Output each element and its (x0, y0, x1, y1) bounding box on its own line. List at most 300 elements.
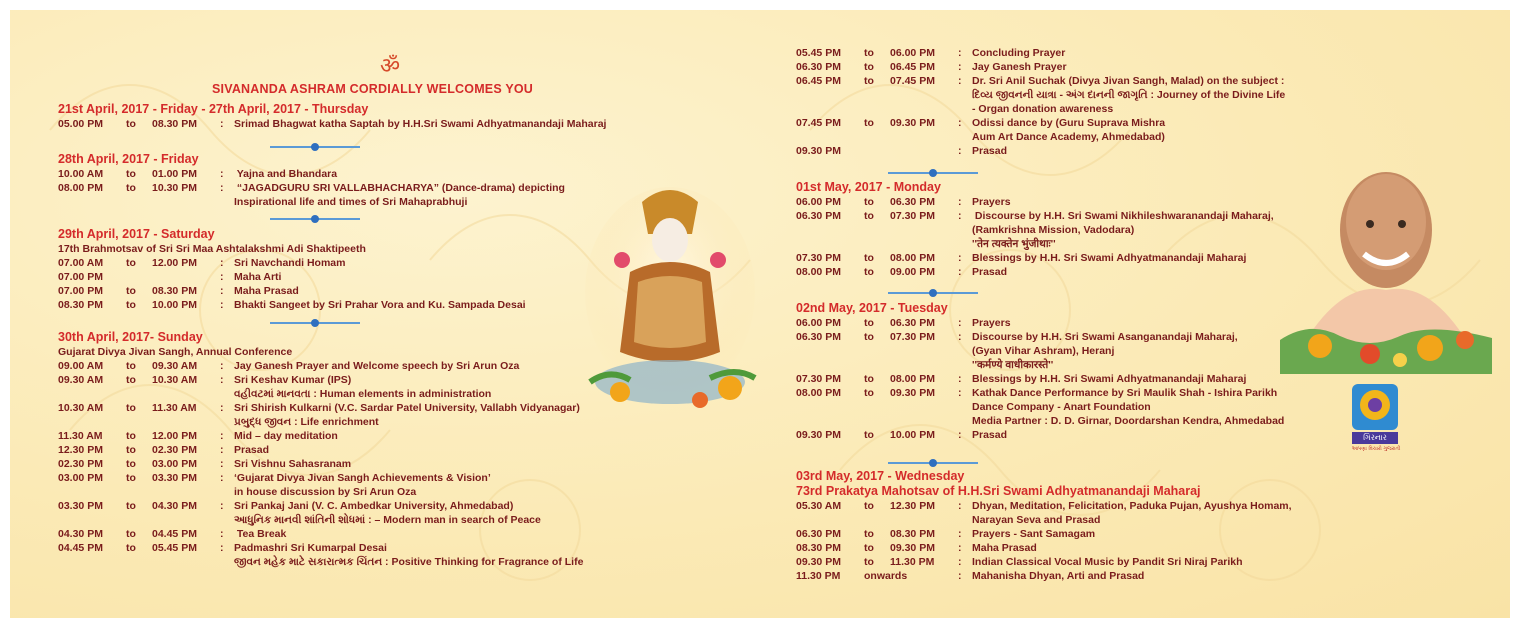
schedule-row (796, 527, 1292, 541)
start-time: 06.30 PM (796, 210, 841, 222)
schedule-row (58, 117, 606, 131)
section-date: 21st April, 2017 - Friday - 27th April, 2017 - Thursday (58, 102, 369, 116)
to-label: to (126, 430, 136, 442)
to-label: to (864, 252, 874, 264)
start-time: 06.30 PM (796, 331, 841, 343)
schedule-row (796, 555, 1292, 569)
to-label: to (864, 117, 874, 129)
event-description: Narayan Seva and Prasad (972, 514, 1101, 526)
end-time: 03.00 PM (152, 458, 197, 470)
start-time: 07.30 PM (796, 373, 841, 385)
section-date: 28th April, 2017 - Friday (58, 152, 199, 166)
event-description: Prasad (972, 266, 1008, 278)
start-time: 05.45 PM (796, 47, 841, 59)
section-21-apr (58, 102, 606, 131)
start-time: 09.30 PM (796, 556, 841, 568)
swami-portrait (1280, 150, 1492, 374)
start-time (796, 400, 864, 414)
event-description: Media Partner : D. D. Girnar, Doordarshan Kendra, Ahmedabad (972, 415, 1285, 427)
schedule-row (58, 359, 583, 373)
start-time: 04.30 PM (58, 528, 103, 540)
start-time: 07.00 PM (58, 271, 103, 283)
start-time (58, 513, 126, 527)
end-time: 09.00 PM (890, 266, 935, 278)
colon-separator: : (958, 210, 962, 222)
start-time: 11.30 AM (58, 430, 103, 442)
event-description: Sri Navchandi Homam (234, 257, 346, 269)
start-time: 06.00 PM (796, 317, 841, 329)
schedule-row (796, 251, 1274, 265)
to-label (864, 144, 890, 158)
start-time: 05.30 AM (796, 500, 842, 512)
end-time (152, 270, 220, 284)
schedule-row (58, 387, 583, 401)
to-label: to (864, 47, 874, 59)
colon-separator (958, 223, 972, 237)
colon-separator (958, 414, 972, 428)
section-subtitle: 73rd Prakatya Mahotsav of H.H.Sri Swami Adhyatmanandaji Maharaj (796, 484, 1201, 498)
schedule-row (58, 195, 565, 209)
start-time (796, 102, 864, 116)
colon-separator (220, 513, 234, 527)
event-description: - Organ donation awareness (972, 103, 1114, 115)
schedule-row (58, 513, 583, 527)
to-label (864, 130, 890, 144)
colon-separator: : (958, 61, 962, 73)
end-time (890, 88, 958, 102)
start-time: 06.30 PM (796, 61, 841, 73)
to-label: to (126, 458, 136, 470)
schedule-row (58, 270, 526, 284)
schedule-row (796, 60, 1285, 74)
section-30-apr-cont (796, 46, 1285, 158)
to-label (864, 102, 890, 116)
end-time: 09.30 PM (890, 117, 935, 129)
schedule-row (58, 471, 583, 485)
end-time: 04.30 PM (152, 500, 197, 512)
event-description: Sri Pankaj Jani (V. C. Ambedkar University, Ahmedabad) (234, 500, 514, 512)
schedule-rows (58, 359, 583, 569)
event-description: Sri Keshav Kumar (IPS) (234, 374, 352, 386)
schedule-rows (58, 256, 526, 312)
section-date: 29th April, 2017 - Saturday (58, 227, 215, 241)
schedule-rows (58, 117, 606, 131)
colon-separator: : (958, 331, 962, 343)
colon-separator: : (220, 118, 224, 130)
event-description: Prasad (972, 429, 1008, 441)
colon-separator: : (958, 556, 962, 568)
section-subtitle: Gujarat Divya Jivan Sangh, Annual Conference (58, 346, 293, 358)
end-time: 01.00 PM (152, 168, 197, 180)
divider (888, 458, 978, 468)
to-label: to (864, 500, 874, 512)
event-description: (Gyan Vihar Ashram), Heranj (972, 345, 1115, 357)
end-time: 08.00 PM (890, 373, 935, 385)
start-time: 02.30 PM (58, 458, 103, 470)
section-date: 30th April, 2017- Sunday (58, 330, 203, 344)
event-description: “JAGADGURU SRI VALLABHACHARYA” (Dance-drama) depicting (234, 182, 565, 194)
to-label: to (126, 402, 136, 414)
event-description: Odissi dance by (Guru Suprava Mishra (972, 117, 1166, 129)
event-description: Dr. Sri Anil Suchak (Divya Jivan Sangh, Malad) on the subject : (972, 75, 1285, 87)
end-time (152, 513, 220, 527)
schedule-row (58, 485, 583, 499)
section-29-apr (58, 227, 526, 312)
divider (270, 142, 360, 152)
divider (270, 214, 360, 224)
schedule-row (796, 499, 1292, 513)
to-label: to (864, 373, 874, 385)
to-label (126, 195, 152, 209)
end-time: 08.30 PM (890, 528, 935, 540)
to-label: to (864, 75, 874, 87)
logo-tagline: આપણા વિચારો ગુજરાતી (1351, 446, 1401, 452)
event-description: Srimad Bhagwat katha Saptah by H.H.Sri Swami Adhyatmanandaji Maharaj (234, 118, 607, 130)
to-label: to (864, 556, 874, 568)
colon-separator (220, 555, 234, 569)
colon-separator: : (958, 196, 962, 208)
schedule-row (796, 414, 1284, 428)
schedule-rows (796, 316, 1284, 442)
end-time: 07.45 PM (890, 75, 935, 87)
schedule-row (796, 88, 1285, 102)
event-description: (Ramkrishna Mission, Vadodara) (972, 224, 1135, 236)
schedule-row (58, 457, 583, 471)
colon-separator: : (220, 271, 224, 283)
to-label: to (864, 429, 874, 441)
om-symbol: ॐ (380, 54, 401, 79)
section-03-may (796, 469, 1292, 583)
event-description: Maha Arti (234, 271, 282, 283)
colon-separator: : (958, 542, 962, 554)
to-label: to (126, 528, 136, 540)
end-time: 08.30 PM (152, 118, 197, 130)
event-description: Prasad (972, 145, 1008, 157)
start-time: 06.00 PM (796, 196, 841, 208)
end-time (152, 195, 220, 209)
end-time: 07.30 PM (890, 210, 935, 222)
divider (888, 168, 978, 178)
colon-separator (958, 344, 972, 358)
end-time: 06.30 PM (890, 196, 935, 208)
event-description: Indian Classical Vocal Music by Pandit Sri Niraj Parikh (972, 556, 1243, 568)
start-time: 06.30 PM (796, 528, 841, 540)
colon-separator: : (958, 528, 962, 540)
start-time (796, 237, 864, 251)
schedule-row (796, 541, 1292, 555)
end-time (890, 144, 958, 158)
schedule-rows (796, 195, 1274, 279)
colon-separator: : (958, 500, 962, 512)
colon-separator (958, 400, 972, 414)
section-30-apr (58, 330, 583, 569)
end-time: 10.00 PM (890, 429, 935, 441)
to-label: to (864, 266, 874, 278)
start-time (796, 513, 864, 527)
schedule-row (796, 372, 1284, 386)
schedule-row (58, 429, 583, 443)
to-label: to (126, 182, 136, 194)
to-label: to (126, 472, 136, 484)
event-description: Inspirational life and times of Sri Mahaprabhuji (234, 196, 468, 208)
schedule-row (796, 386, 1284, 400)
start-time: 08.00 PM (796, 266, 841, 278)
to-label: to (864, 387, 874, 399)
schedule-row (796, 513, 1292, 527)
colon-separator: : (220, 528, 224, 540)
to-label (864, 344, 890, 358)
section-date: 01st May, 2017 - Monday (796, 180, 941, 194)
to-label: to (126, 444, 136, 456)
start-time: 08.30 PM (796, 542, 841, 554)
start-time: 03.30 PM (58, 500, 103, 512)
section-28-apr (58, 152, 565, 209)
end-time: 06.45 PM (890, 61, 935, 73)
colon-separator (220, 485, 234, 499)
to-label (864, 223, 890, 237)
end-time (890, 569, 958, 583)
schedule-row (58, 256, 526, 270)
section-date: 02nd May, 2017 - Tuesday (796, 301, 948, 315)
schedule-row (58, 167, 565, 181)
end-time: 07.30 PM (890, 331, 935, 343)
end-time: 10.30 PM (152, 182, 197, 194)
event-description: Prasad (234, 444, 270, 456)
end-time: 11.30 PM (890, 556, 935, 568)
to-label: to (864, 196, 874, 208)
schedule-row (796, 195, 1274, 209)
schedule-rows (796, 46, 1285, 158)
to-label (864, 513, 890, 527)
start-time: 04.45 PM (58, 542, 103, 554)
start-time: 08.00 PM (796, 387, 841, 399)
end-time: 09.30 PM (890, 387, 935, 399)
schedule-row (796, 223, 1274, 237)
colon-separator: : (958, 387, 962, 399)
schedule-row (796, 237, 1274, 251)
to-label (126, 555, 152, 569)
start-time (796, 223, 864, 237)
schedule-row (58, 373, 583, 387)
event-description: વહીવટમાં માનવતા : Human elements in administration (234, 388, 492, 400)
section-date: 03rd May, 2017 - Wednesday (796, 469, 965, 483)
event-description: Sri Vishnu Sahasranam (234, 458, 352, 470)
event-description: Blessings by H.H. Sri Swami Adhyatmanandaji Maharaj (972, 373, 1247, 385)
colon-separator: : (220, 360, 224, 372)
colon-separator: : (958, 373, 962, 385)
divider (270, 318, 360, 328)
colon-separator: : (220, 299, 224, 311)
end-time (152, 387, 220, 401)
end-time: 12.30 PM (890, 500, 935, 512)
start-time (58, 387, 126, 401)
start-time: 07.00 AM (58, 257, 104, 269)
event-description: Mid – day meditation (234, 430, 338, 442)
schedule-row (796, 74, 1285, 88)
start-time: 03.00 PM (58, 472, 103, 484)
event-description: પ્રબુદ્ધ જીવન : Life enrichment (234, 416, 379, 428)
end-time (890, 223, 958, 237)
to-label (864, 237, 890, 251)
start-time (58, 485, 126, 499)
to-label: to (864, 61, 874, 73)
colon-separator (958, 513, 972, 527)
colon-separator: : (958, 117, 962, 129)
event-description: Prayers (972, 317, 1011, 329)
event-description: દિવ્ય જીવનની યાત્રા - અંગ દાનની જાગૃતિ : Journey of the Divine Life (972, 89, 1286, 101)
section-01-may (796, 180, 1274, 279)
start-time (58, 195, 126, 209)
event-description: Yajna and Bhandara (234, 168, 338, 180)
schedule-row (796, 209, 1274, 223)
schedule-row (796, 400, 1284, 414)
section-02-may (796, 301, 1284, 442)
to-label (864, 414, 890, 428)
section-subtitle: 17th Brahmotsav of Sri Sri Maa Ashtalakshmi Adi Shaktipeeth (58, 243, 366, 255)
end-time: 06.00 PM (890, 47, 935, 59)
schedule-row (796, 330, 1284, 344)
to-label: to (864, 210, 874, 222)
schedule-row (58, 415, 583, 429)
end-time: 10.00 PM (152, 299, 197, 311)
start-time: 08.30 PM (58, 299, 103, 311)
schedule-row (796, 358, 1284, 372)
schedule-row (796, 102, 1285, 116)
start-time: 09.30 AM (58, 374, 104, 386)
end-time: 08.00 PM (890, 252, 935, 264)
schedule-row (796, 428, 1284, 442)
schedule-row (58, 443, 583, 457)
start-time: 07.00 PM (58, 285, 103, 297)
logo-label: ગિરનાર (1352, 432, 1398, 444)
end-time (890, 358, 958, 372)
end-time (890, 237, 958, 251)
start-time: 09.00 AM (58, 360, 104, 372)
event-description: Tea Break (234, 528, 287, 540)
schedule-row (796, 265, 1274, 279)
colon-separator: : (958, 317, 962, 329)
to-label (126, 270, 152, 284)
to-label (864, 358, 890, 372)
schedule-rows (58, 167, 565, 209)
start-time: 09.30 PM (796, 145, 841, 157)
schedule-row (58, 284, 526, 298)
colon-separator (958, 358, 972, 372)
colon-separator: : (220, 500, 224, 512)
event-description: Dance Company - Anart Foundation (972, 401, 1151, 413)
end-time (152, 415, 220, 429)
event-description: Discourse by H.H. Sri Swami Nikhileshwaranandaji Maharaj, (972, 210, 1274, 222)
event-description: in house discussion by Sri Arun Oza (234, 486, 417, 498)
start-time (796, 414, 864, 428)
colon-separator: : (220, 168, 224, 180)
start-time (796, 344, 864, 358)
start-time: 06.45 PM (796, 75, 841, 87)
colon-separator: : (220, 182, 224, 194)
to-label: to (126, 360, 136, 372)
start-time (58, 415, 126, 429)
end-time: 08.30 PM (152, 285, 197, 297)
event-description: ''कर्मण्ये वाधीकारस्ते'' (972, 359, 1054, 371)
start-time (58, 555, 126, 569)
event-description: ‘Gujarat Divya Jivan Sangh Achievements & Vision’ (234, 472, 491, 484)
end-time (890, 344, 958, 358)
colon-separator (220, 195, 234, 209)
to-label (126, 485, 152, 499)
to-label: to (126, 542, 136, 554)
end-time (152, 485, 220, 499)
colon-separator: : (958, 145, 962, 157)
event-description: Prayers (972, 196, 1011, 208)
colon-separator: : (220, 542, 224, 554)
to-label (126, 387, 152, 401)
end-time: 09.30 PM (890, 542, 935, 554)
event-description: Sri Shirish Kulkarni (V.C. Sardar Patel University, Vallabh Vidyanagar) (234, 402, 580, 414)
event-description: આધુનિક માનવી શાંતિની શોધમાં : – Modern man in search of Peace (234, 514, 541, 526)
event-description: જીવન મહેક માટે સકારાત્મક ચિંતન : Positive Thinking for Fragrance of Life (234, 556, 584, 568)
start-time: 05.00 PM (58, 118, 103, 130)
end-time: 10.30 AM (152, 374, 198, 386)
schedule-row (58, 401, 583, 415)
colon-separator: : (220, 374, 224, 386)
start-time: 11.30 PM (796, 570, 841, 582)
to-label: to (126, 257, 136, 269)
to-label: to (126, 285, 136, 297)
start-time: 08.00 PM (58, 182, 103, 194)
event-description: Kathak Dance Performance by Sri Maulik Shah - Ishira Parikh (972, 387, 1278, 399)
start-time: 07.30 PM (796, 252, 841, 264)
to-label (126, 415, 152, 429)
event-description: Mahanisha Dhyan, Arti and Prasad (972, 570, 1145, 582)
to-label: to (126, 118, 136, 130)
event-description: Padmashri Sri Kumarpal Desai (234, 542, 387, 554)
schedule-row (796, 46, 1285, 60)
to-label: to (864, 528, 874, 540)
schedule-row (58, 181, 565, 195)
to-label (864, 400, 890, 414)
schedule-row (796, 344, 1284, 358)
end-time (152, 555, 220, 569)
colon-separator (958, 130, 972, 144)
colon-separator (958, 88, 972, 102)
end-time (890, 414, 958, 428)
to-label: to (126, 299, 136, 311)
start-time: 09.30 PM (796, 429, 841, 441)
to-label: to (126, 500, 136, 512)
event-description: Blessings by H.H. Sri Swami Adhyatmanandaji Maharaj (972, 252, 1247, 264)
start-time (796, 130, 864, 144)
schedule-row (796, 569, 1292, 583)
invitation-page (10, 10, 1510, 618)
start-time: 12.30 PM (58, 444, 103, 456)
start-time: 10.30 AM (58, 402, 104, 414)
divider (888, 288, 978, 298)
start-time: 10.00 AM (58, 168, 104, 180)
end-time: 04.45 PM (152, 528, 197, 540)
end-time (890, 513, 958, 527)
colon-separator: : (958, 47, 962, 59)
end-time: 06.30 PM (890, 317, 935, 329)
event-description: Maha Prasad (972, 542, 1037, 554)
end-time: 12.00 PM (152, 257, 197, 269)
to-label (864, 88, 890, 102)
colon-separator: : (958, 75, 962, 87)
event-description: Jay Ganesh Prayer and Welcome speech by Sri Arun Oza (234, 360, 520, 372)
to-label: to (126, 168, 136, 180)
to-label: onwards (864, 570, 908, 582)
colon-separator: : (958, 266, 962, 278)
colon-separator: : (220, 402, 224, 414)
